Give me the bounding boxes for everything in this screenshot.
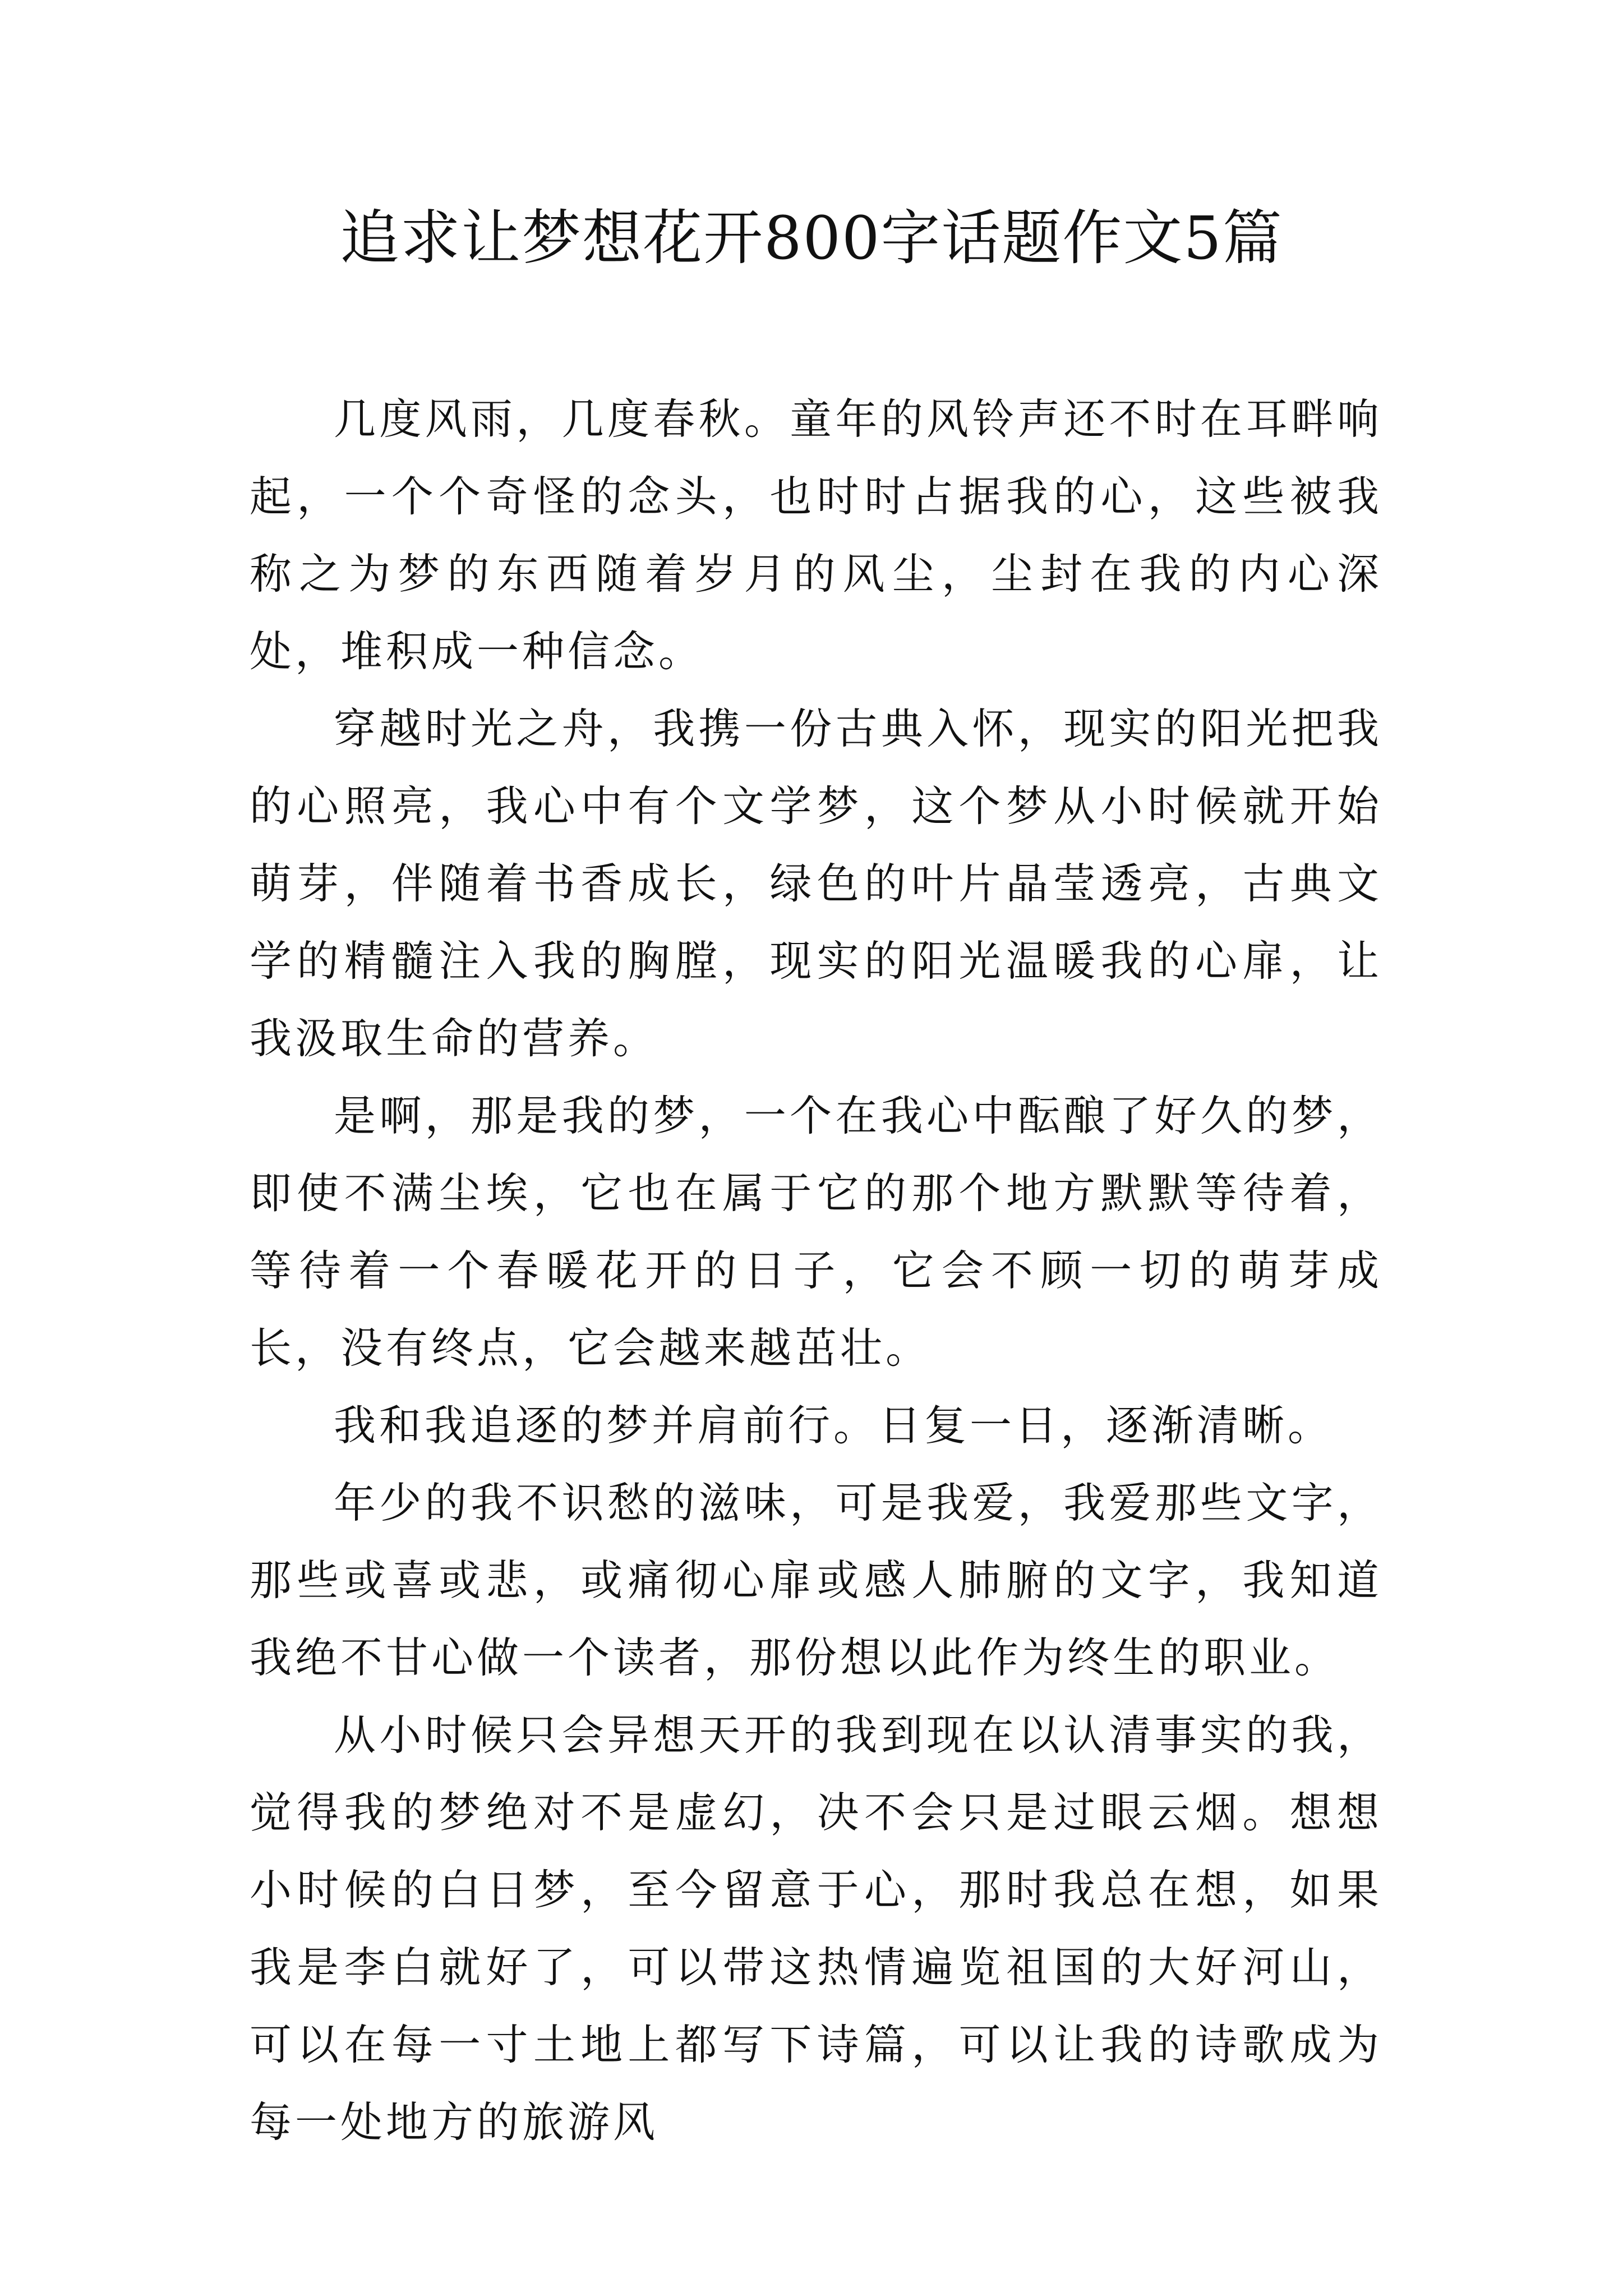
document-body bbox=[250, 380, 1382, 2161]
paragraph: 我和我追逐的梦并肩前行。日复一日，逐渐清晰。 bbox=[334, 1401, 1334, 1450]
paragraph: 从小时候只会异想天开的我到现在以认清事实的我，觉得我的梦绝对不是虚幻，决不会只是过眼云烟。想想小时候的白日梦，至今留意于心，那时我总在想，如果我是李白就好了，可以带这热情遍览祖国的大好河山，可以在每一寸土地上都写下诗篇，可以让我的诗歌成为每一处地方的旅游风 bbox=[250, 1710, 1382, 2147]
document-title: 追求让梦想花开800字话题作文5篇 bbox=[340, 204, 1283, 273]
paragraph: 是啊，那是我的梦，一个在我心中酝酿了好久的梦，即使不满尘埃，它也在属于它的那个地方默默等待着，等待着一个春暖花开的日子，它会不顾一切的萌芽成长，没有终点，它会越来越茁壮。 bbox=[250, 1091, 1382, 1373]
paragraph: 穿越时光之舟，我携一份古典入怀，现实的阳光把我的心照亮，我心中有个文学梦，这个梦从小时候就开始萌芽，伴随着书香成长，绿色的叶片晶莹透亮，古典文学的精髓注入我的胸膛，现实的阳光温暖我的心扉，让我汲取生命的营养。 bbox=[250, 704, 1382, 1063]
paragraph: 几度风雨，几度春秋。童年的风铃声还不时在耳畔响起，一个个奇怪的念头，也时时占据我的心，这些被我称之为梦的东西随着岁月的风尘，尘封在我的内心深处，堆积成一种信念。 bbox=[250, 394, 1382, 676]
paragraph: 年少的我不识愁的滋味，可是我爱，我爱那些文字，那些或喜或悲，或痛彻心扉或感人肺腑的文字，我知道我绝不甘心做一个读者，那份想以此作为终生的职业。 bbox=[250, 1478, 1382, 1682]
